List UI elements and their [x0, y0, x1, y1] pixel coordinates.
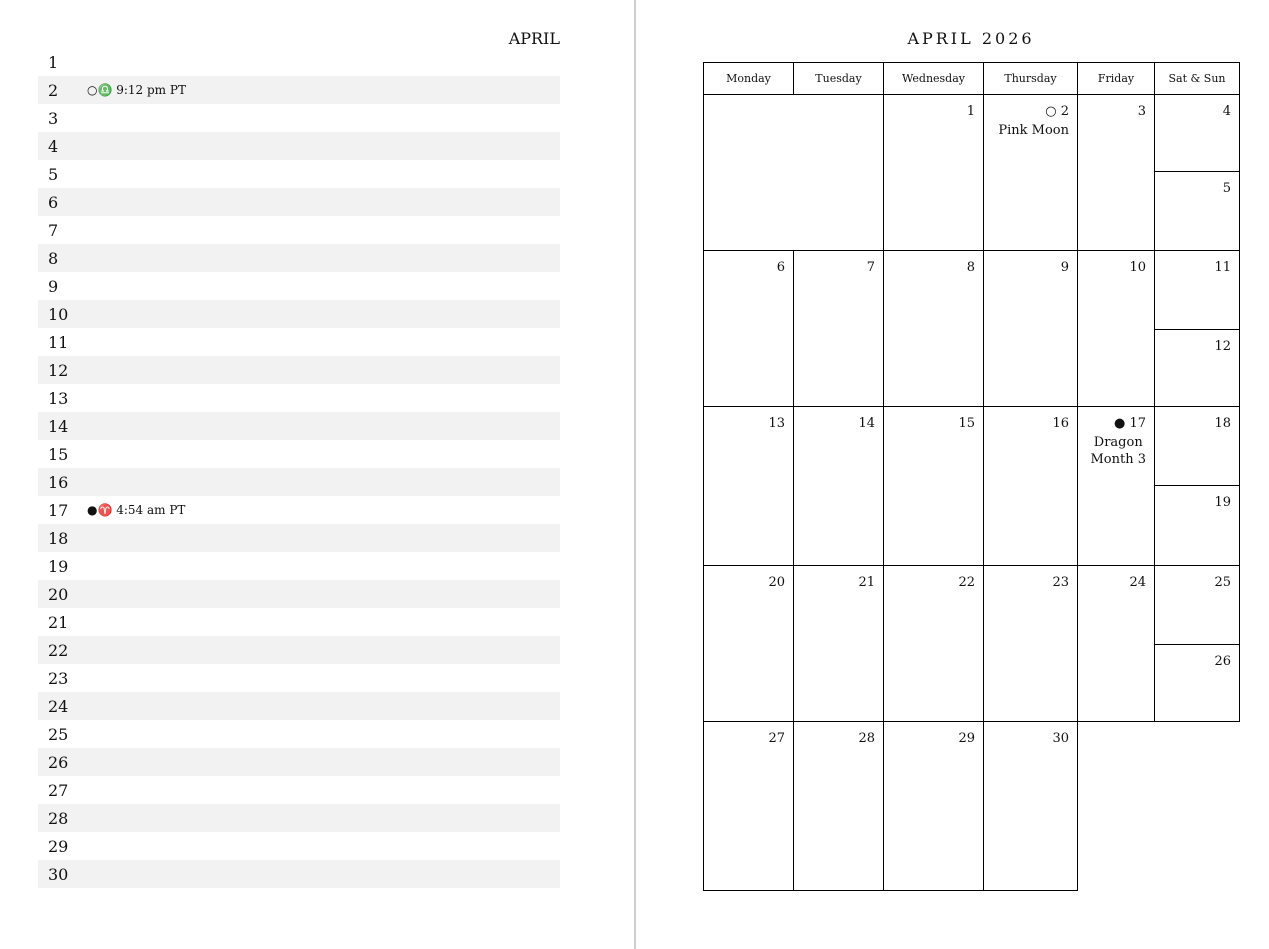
- day-number: 16: [1052, 416, 1069, 431]
- day-row[interactable]: [38, 832, 560, 860]
- day-row[interactable]: [38, 76, 560, 104]
- weekday-header: Monday: [703, 62, 794, 95]
- weekend-cell-sunday[interactable]: [1154, 485, 1240, 566]
- day-number: 4: [48, 137, 59, 156]
- day-cell[interactable]: [793, 250, 884, 407]
- day-row[interactable]: [38, 188, 560, 216]
- day-number: 15: [48, 445, 69, 464]
- day-number: 16: [48, 473, 69, 492]
- day-row[interactable]: [38, 384, 560, 412]
- day-cell[interactable]: [703, 250, 794, 407]
- day-row[interactable]: [38, 720, 560, 748]
- day-number: 5: [1222, 181, 1231, 196]
- day-number: 13: [768, 416, 785, 431]
- day-row[interactable]: [38, 412, 560, 440]
- list-month-label: APRIL: [508, 29, 560, 48]
- day-cell[interactable]: [793, 721, 884, 891]
- day-number: 14: [48, 417, 69, 436]
- day-note: ●♈ 4:54 am PT: [87, 503, 186, 517]
- day-number: 24: [48, 697, 69, 716]
- day-cell[interactable]: [703, 406, 794, 566]
- day-number: 2: [48, 81, 59, 100]
- day-row[interactable]: [38, 132, 560, 160]
- day-number: 23: [1052, 575, 1069, 590]
- day-cell[interactable]: [983, 565, 1078, 722]
- day-cell[interactable]: [1077, 94, 1155, 251]
- weekend-cell-sunday[interactable]: [1154, 329, 1240, 407]
- day-number: ● 17: [1113, 416, 1146, 431]
- day-number: 12: [1214, 339, 1231, 354]
- weekday-header: Thursday: [983, 62, 1078, 95]
- day-number: 3: [48, 109, 59, 128]
- day-cell[interactable]: [703, 565, 794, 722]
- day-row[interactable]: [38, 356, 560, 384]
- day-number: 26: [48, 753, 69, 772]
- calendar-title: APRIL 2026: [907, 29, 1035, 48]
- day-number: 5: [48, 165, 59, 184]
- day-number: 19: [48, 557, 69, 576]
- day-cell[interactable]: [983, 94, 1078, 251]
- day-cell[interactable]: [703, 721, 794, 891]
- day-number: 27: [48, 781, 69, 800]
- weekend-cell-saturday[interactable]: [1154, 565, 1240, 645]
- day-cell[interactable]: [793, 565, 884, 722]
- day-event: Dragon Month 3: [1090, 435, 1146, 467]
- day-cell[interactable]: [883, 721, 984, 891]
- day-number: 7: [48, 221, 59, 240]
- day-number: 25: [1214, 575, 1231, 590]
- day-cell[interactable]: [793, 406, 884, 566]
- day-number: 28: [48, 809, 69, 828]
- day-number: 21: [48, 613, 69, 632]
- weekend-cell-sunday[interactable]: [1154, 171, 1240, 251]
- day-number: ○ 2: [1045, 104, 1069, 119]
- day-number: 1: [48, 53, 59, 72]
- day-cell[interactable]: [1077, 406, 1155, 566]
- day-number: 8: [48, 249, 59, 268]
- day-cell[interactable]: [1077, 565, 1155, 722]
- day-number: 22: [958, 575, 975, 590]
- weekend-cell-saturday[interactable]: [1154, 250, 1240, 330]
- day-row[interactable]: [38, 524, 560, 552]
- day-cell[interactable]: [883, 250, 984, 407]
- day-row[interactable]: [38, 608, 560, 636]
- day-event: Pink Moon: [998, 123, 1069, 138]
- day-cell[interactable]: [883, 406, 984, 566]
- day-number: 25: [48, 725, 69, 744]
- day-row[interactable]: [38, 104, 560, 132]
- day-cell[interactable]: [883, 94, 984, 251]
- day-row[interactable]: [38, 48, 560, 76]
- day-number: 20: [768, 575, 785, 590]
- day-row[interactable]: [38, 776, 560, 804]
- day-note: ○♎ 9:12 pm PT: [87, 83, 186, 97]
- weekend-cell-sunday[interactable]: [1154, 644, 1240, 722]
- day-number: 29: [958, 731, 975, 746]
- day-row[interactable]: [38, 160, 560, 188]
- weekend-cell-saturday[interactable]: [1154, 406, 1240, 486]
- day-number: 11: [1214, 260, 1231, 275]
- day-number: 22: [48, 641, 69, 660]
- day-number: 20: [48, 585, 69, 604]
- right-page: [636, 0, 1269, 949]
- day-number: 11: [48, 333, 69, 352]
- day-number: 8: [966, 260, 975, 275]
- day-row[interactable]: [38, 468, 560, 496]
- day-number: 10: [48, 305, 69, 324]
- day-cell[interactable]: [883, 565, 984, 722]
- day-list: [38, 48, 560, 888]
- month-calendar-grid: [703, 62, 1239, 891]
- day-number: 9: [1060, 260, 1069, 275]
- day-row[interactable]: [38, 748, 560, 776]
- day-number: 30: [1052, 731, 1069, 746]
- day-number: 12: [48, 361, 69, 380]
- day-number: 18: [1214, 416, 1231, 431]
- day-number: 29: [48, 837, 69, 856]
- day-number: 4: [1222, 104, 1231, 119]
- day-number: 10: [1129, 260, 1146, 275]
- day-number: 30: [48, 865, 69, 884]
- day-number: 9: [48, 277, 59, 296]
- day-number: 3: [1137, 104, 1146, 119]
- left-page: [0, 0, 634, 949]
- day-row[interactable]: [38, 804, 560, 832]
- day-number: 28: [858, 731, 875, 746]
- day-row[interactable]: [38, 496, 560, 524]
- day-cell[interactable]: [983, 250, 1078, 407]
- day-cell[interactable]: [983, 721, 1078, 891]
- day-cell-blank: [703, 94, 884, 251]
- weekday-header: Friday: [1077, 62, 1155, 95]
- day-cell[interactable]: [1077, 250, 1155, 407]
- day-row[interactable]: [38, 692, 560, 720]
- day-row[interactable]: [38, 664, 560, 692]
- day-number: 15: [958, 416, 975, 431]
- day-number: 27: [768, 731, 785, 746]
- day-number: 24: [1129, 575, 1146, 590]
- weekday-header: Tuesday: [793, 62, 884, 95]
- weekday-header: Wednesday: [883, 62, 984, 95]
- day-number: 6: [48, 193, 59, 212]
- day-row[interactable]: [38, 328, 560, 356]
- day-number: 21: [858, 575, 875, 590]
- day-number: 7: [866, 260, 875, 275]
- day-number: 17: [48, 501, 69, 520]
- day-cell[interactable]: [983, 406, 1078, 566]
- day-number: 19: [1214, 495, 1231, 510]
- day-number: 1: [966, 104, 975, 119]
- day-row[interactable]: [38, 216, 560, 244]
- day-number: 13: [48, 389, 69, 408]
- weekday-header: Sat & Sun: [1154, 62, 1240, 95]
- day-row[interactable]: [38, 244, 560, 272]
- day-number: 26: [1214, 654, 1231, 669]
- weekend-cell-saturday[interactable]: [1154, 94, 1240, 172]
- day-number: 6: [776, 260, 785, 275]
- day-number: 14: [858, 416, 875, 431]
- day-number: 18: [48, 529, 69, 548]
- day-row[interactable]: [38, 300, 560, 328]
- day-row[interactable]: [38, 552, 560, 580]
- day-row[interactable]: [38, 636, 560, 664]
- day-row[interactable]: [38, 580, 560, 608]
- day-number: 23: [48, 669, 69, 688]
- day-row[interactable]: [38, 272, 560, 300]
- day-row[interactable]: [38, 860, 560, 888]
- day-row[interactable]: [38, 440, 560, 468]
